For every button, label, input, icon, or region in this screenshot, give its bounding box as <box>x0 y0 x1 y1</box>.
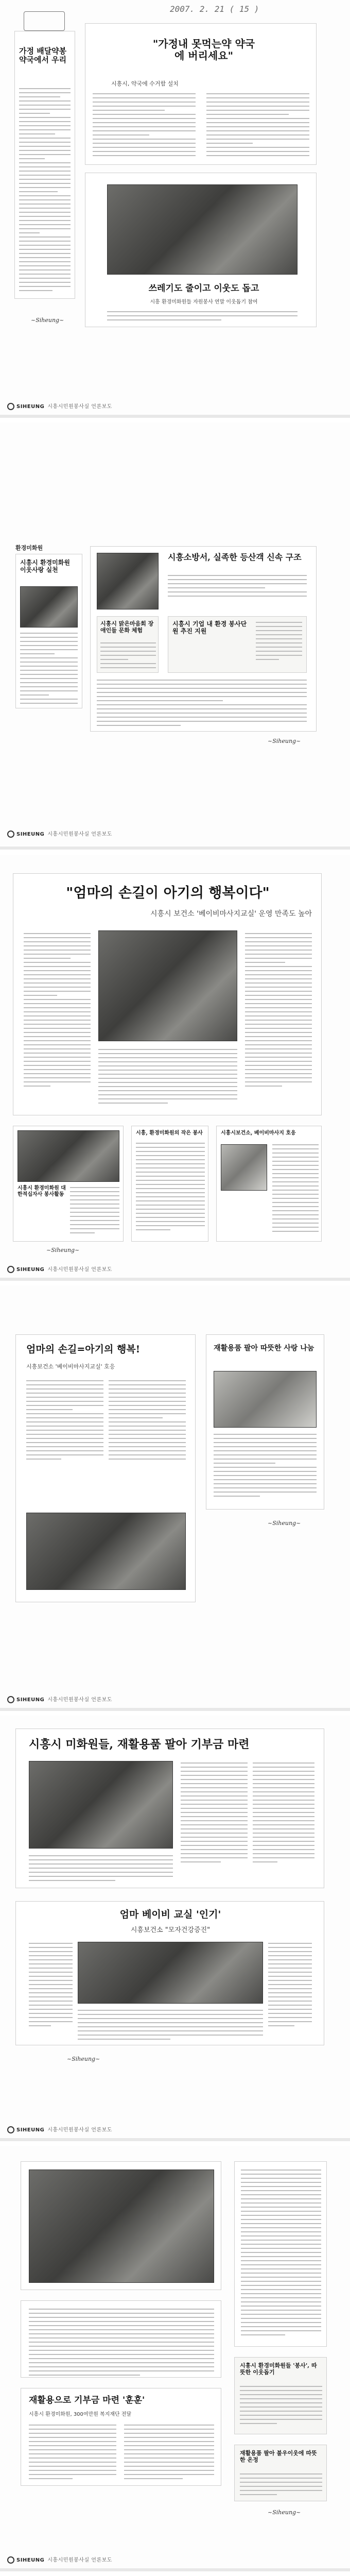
clip-main-article <box>15 1334 196 1602</box>
clip-subhead: 시흥 환경미화원들 자원봉사 연말 이웃돕기 참여 <box>150 299 258 305</box>
clip-inner-box <box>168 616 307 673</box>
clip-headline: "가정내 못먹는약 약국에 버리세요" <box>152 38 255 62</box>
scrap-page-1 <box>0 0 350 415</box>
page-divider <box>0 1708 350 1711</box>
clip-headline: 시흥소방서, 실족한 등산객 신속 구조 <box>168 552 302 562</box>
clip-inner-box <box>234 2357 327 2434</box>
handwritten-date: 2007. 2. 21 ( 15 ) <box>170 4 259 14</box>
page-divider <box>0 2138 350 2141</box>
clip-headline: "엄마의 손길이 아기의 행복이다" <box>66 885 270 901</box>
article-text <box>107 311 297 324</box>
brand-logo-icon <box>7 1266 14 1273</box>
article-text <box>29 1855 173 1884</box>
stamp-mark <box>24 11 65 31</box>
clip-subhead: 시흥보건소 "모자건강증진" <box>130 1926 211 1934</box>
footer-brand: SIHEUNG <box>16 2557 45 2563</box>
clip-headline: 엄마 베이비 교실 '인기' <box>119 1909 221 1920</box>
signature: ~Siheung~ <box>31 317 64 324</box>
article-text <box>168 575 307 600</box>
signature: ~Siheung~ <box>268 2509 301 2516</box>
footer-label: 시흥시민원봉사실 언론보도 <box>47 1697 112 1703</box>
news-photo <box>214 1371 317 1428</box>
footer-label: 시흥시민원봉사실 언론보도 <box>47 1267 112 1273</box>
page-divider <box>0 1278 350 1281</box>
clip-headline: 시흥시 환경미화원 대한적십자사 봉사활동 <box>18 1185 66 1197</box>
article-text <box>97 680 307 729</box>
article-text <box>268 1943 312 2029</box>
page-divider <box>0 415 350 418</box>
clip-main-article <box>21 2388 221 2486</box>
clip-headline: 가정 배달약봉 약국에서 우리 <box>19 46 67 65</box>
scrap-page-2 <box>0 422 350 845</box>
article-text <box>24 933 91 1090</box>
article-text <box>29 2425 116 2482</box>
scrap-page-4 <box>0 1285 350 1708</box>
clip-side-article <box>131 1126 208 1242</box>
news-photo <box>18 1130 119 1182</box>
page-divider <box>0 2568 350 2571</box>
page-divider <box>0 846 350 850</box>
page-footer <box>7 2555 112 2564</box>
page-footer <box>7 402 112 410</box>
clip-subhead: 시흥보건소 '베이비마사지교실' 호응 <box>26 1363 115 1370</box>
news-photo <box>78 1942 263 2004</box>
article-text <box>26 1380 103 1463</box>
clip-side-article <box>234 2161 327 2347</box>
clip-headline: 엄마의 손길=아기의 행복! <box>26 1344 141 1355</box>
brand-logo-icon <box>7 2126 14 2133</box>
signature: ~Siheung~ <box>46 1247 80 1253</box>
clip-headline: 재활용으로 기부금 마련 '훈훈' <box>29 2395 145 2405</box>
clip-side-article <box>206 1334 324 1510</box>
footer-label: 시흥시민원봉사실 언론보도 <box>47 404 112 410</box>
article-text <box>240 2473 322 2498</box>
news-photo <box>20 586 78 628</box>
signature: ~Siheung~ <box>67 2056 100 2062</box>
article-text <box>241 2170 321 2338</box>
clip-main-article <box>90 546 317 732</box>
clip-headline: 시흥시 미화원들, 재활용품 팔아 기부금 마련 <box>29 1738 250 1751</box>
article-text <box>240 2386 322 2427</box>
clip-headline: 재활용품 팔아 불우이웃에 따뜻한 온정 <box>240 2450 317 2463</box>
article-text <box>124 2425 214 2482</box>
article-text <box>20 633 78 707</box>
clip-main-article <box>21 2161 221 2290</box>
clip-subhead: 시흥시, 약국에 수거함 설치 <box>111 80 179 87</box>
article-text <box>100 642 156 671</box>
footer-label: 시흥시민원봉사실 언론보도 <box>47 832 112 837</box>
scrap-page-3 <box>0 855 350 1278</box>
clip-main-article <box>15 1728 324 1888</box>
article-text <box>214 1434 317 1500</box>
clip-headline: 시흥시보건소, 베이비마사지 호응 <box>221 1130 296 1136</box>
clip-photo-article <box>85 173 317 327</box>
footer-brand: SIHEUNG <box>16 2127 45 2133</box>
article-text <box>136 1143 205 1233</box>
clip-headline: 시흥시 맑은마음회 장애인들 문화 체험 <box>100 620 154 634</box>
clip-inner-box <box>234 2445 327 2501</box>
footer-brand: SIHEUNG <box>16 832 45 837</box>
scrap-page-6 <box>0 2146 350 2568</box>
clip-headline: 시흥시 환경미화원들 '봉사', 따뜻한 이웃돕기 <box>240 2362 317 2376</box>
article-text <box>93 93 196 159</box>
signature: ~Siheung~ <box>268 738 301 744</box>
page-footer <box>7 1265 112 1273</box>
footer-brand: SIHEUNG <box>16 1697 45 1703</box>
article-text <box>245 933 312 1090</box>
news-photo <box>97 553 159 609</box>
footer-brand: SIHEUNG <box>16 1267 45 1273</box>
news-photo <box>221 1144 267 1191</box>
article-text <box>70 1187 119 1236</box>
article-text <box>181 1762 248 1866</box>
clip-side-article <box>15 554 82 708</box>
clip-main-article <box>13 873 322 1115</box>
clip-tag: 환경미화원 <box>15 545 43 551</box>
scrap-page-5 <box>0 1716 350 2138</box>
page-footer <box>7 829 112 838</box>
clip-secondary-article <box>15 1901 324 2045</box>
clip-side-article <box>14 31 75 299</box>
clip-inner-box <box>97 616 159 673</box>
article-text <box>253 1762 314 1866</box>
footer-brand: SIHEUNG <box>16 404 45 410</box>
article-text <box>256 622 302 663</box>
article-text <box>19 88 71 294</box>
clip-subhead: 시흥시 보건소 '베이비마사지교실' 운영 만족도 높아 <box>150 910 312 918</box>
news-photo <box>29 2170 214 2283</box>
clip-main-article <box>85 23 317 165</box>
clip-side-article <box>216 1126 322 1242</box>
news-photo <box>107 184 297 275</box>
brand-logo-icon <box>7 2556 14 2564</box>
clip-headline: 시흥, 환경미화원의 작은 봉사 <box>136 1130 203 1136</box>
clip-headline: 쓰레기도 줄이고 이웃도 돕고 <box>148 283 259 294</box>
page-footer <box>7 1695 112 1703</box>
article-text <box>29 1943 73 2029</box>
clip-subhead: 시흥시 환경미화원, 300여만원 복지재단 전달 <box>29 2412 132 2417</box>
clip-side-article <box>13 1126 124 1242</box>
article-text <box>98 1049 237 1107</box>
brand-logo-icon <box>7 831 14 838</box>
brand-logo-icon <box>7 1696 14 1703</box>
news-photo <box>26 1513 186 1590</box>
clip-headline: 시흥시 환경미화원 이웃사랑 실천 <box>20 559 70 573</box>
clip-headline: 시흥시 기업 내 환경 봉사단원 추진 지원 <box>172 620 247 635</box>
signature: ~Siheung~ <box>268 1520 301 1527</box>
news-photo <box>29 1761 173 1849</box>
footer-label: 시흥시민원봉사실 언론보도 <box>47 2557 112 2563</box>
article-text <box>206 93 309 159</box>
news-photo <box>98 930 237 1041</box>
article-text <box>272 1144 319 1235</box>
footer-label: 시흥시민원봉사실 언론보도 <box>47 2127 112 2133</box>
clip-headline: 재활용품 팔아 따뜻한 사랑 나눔 <box>214 1344 314 1352</box>
article-text <box>29 2309 214 2379</box>
article-text <box>78 2010 263 2043</box>
brand-logo-icon <box>7 403 14 410</box>
article-text <box>109 1380 186 1463</box>
clip-secondary-article <box>21 2300 221 2378</box>
page-footer <box>7 2125 112 2133</box>
